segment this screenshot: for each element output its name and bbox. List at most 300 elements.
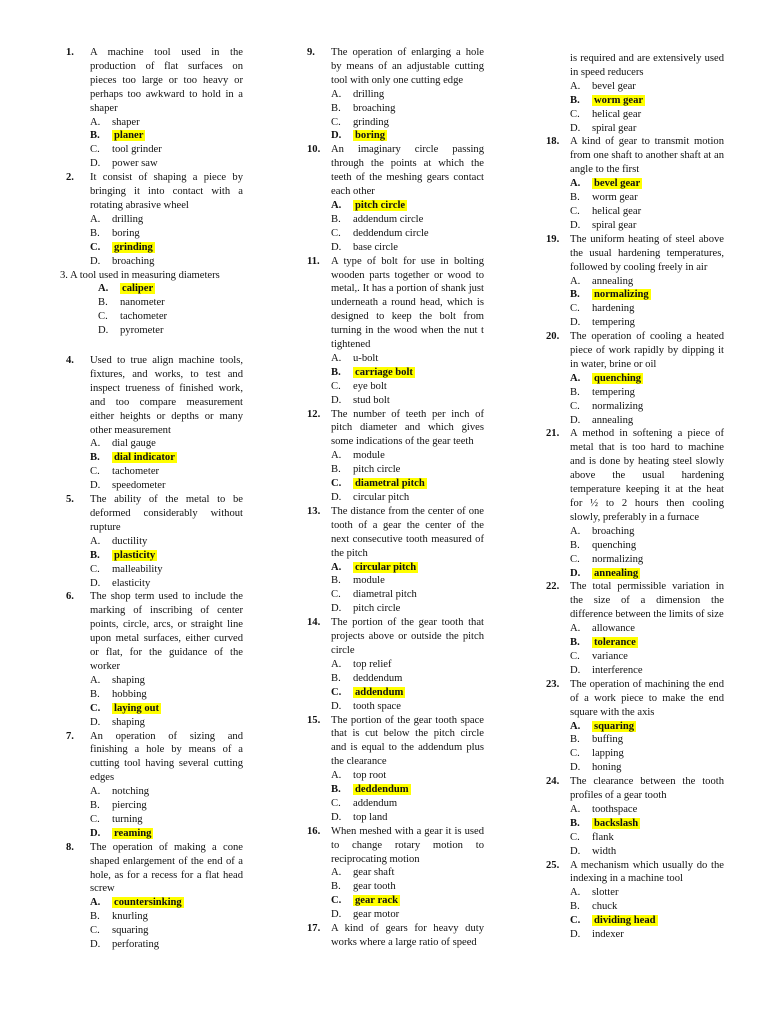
option-letter: D. <box>331 492 342 503</box>
option-letter: C. <box>331 797 341 809</box>
option-letter: B. <box>570 734 580 746</box>
option <box>90 799 243 813</box>
option-text: tempering <box>592 386 635 398</box>
answer-option <box>90 129 243 143</box>
option <box>331 769 484 783</box>
option-letter: D. <box>98 325 109 337</box>
question-item <box>60 171 243 268</box>
option-text: interference <box>592 664 643 676</box>
question-text: An imaginary circle passing through the points at which the teeth of the meshing gears contact each other <box>331 144 484 198</box>
highlighted-answer: normalizing <box>594 289 649 301</box>
option-letter: B. <box>90 800 100 812</box>
option-letter: D. <box>331 811 342 823</box>
option-text: spiral gear <box>592 219 637 231</box>
option-letter: B. <box>570 901 580 913</box>
option-text: gear shaft <box>353 867 395 879</box>
column-middle <box>301 46 484 950</box>
option <box>570 122 724 136</box>
question-text: A type of bolt for use in bolting wooden parts together or wood to metal,. It has a portion of shank just underneath a round head, which is designed to keep the bolt from turning in the wood when the nut t tightened <box>331 255 484 351</box>
option <box>331 700 484 714</box>
option-letter: C. <box>570 108 580 120</box>
question-number: 25. <box>546 859 560 871</box>
answer-option <box>331 129 484 143</box>
option <box>570 400 724 414</box>
highlighted-answer: caliper <box>122 283 154 295</box>
question-text: The operation of enlarging a hole by means of an adjustable cutting tool with only one cutting edge <box>331 47 484 86</box>
column-left <box>60 46 243 952</box>
option <box>331 102 484 116</box>
option-letter: C. <box>570 831 580 843</box>
question-number: 6. <box>66 591 74 603</box>
option-letter: D. <box>570 762 581 774</box>
option-letter: B. <box>331 575 341 587</box>
highlighted-answer: deddendum <box>355 784 409 796</box>
option <box>331 672 484 686</box>
option <box>570 539 724 553</box>
option <box>570 733 724 747</box>
option <box>570 302 724 316</box>
answer-option <box>570 817 724 831</box>
option-text: drilling <box>112 213 144 225</box>
option <box>90 813 243 827</box>
option-letter: A. <box>570 887 581 899</box>
option <box>90 910 243 924</box>
option-text: addendum circle <box>353 213 424 225</box>
highlighted-answer: quenching <box>594 372 642 384</box>
option-letter: C. <box>90 241 101 253</box>
option-letter: B. <box>570 94 580 106</box>
option-text: chuck <box>592 901 618 913</box>
option-text: hobbing <box>112 688 147 700</box>
question-text: 3. A tool used in measuring diameters <box>60 269 220 281</box>
option-text: flank <box>592 831 614 843</box>
option <box>570 803 724 817</box>
option-letter: D. <box>570 414 581 426</box>
option <box>570 900 724 914</box>
option <box>90 674 243 688</box>
question-number: 14. <box>307 617 321 629</box>
answer-option <box>570 567 724 581</box>
answer-option <box>570 94 724 108</box>
highlighted-answer: grinding <box>114 241 153 253</box>
question-item <box>540 678 724 775</box>
option-letter: C. <box>570 205 580 217</box>
option-text: top root <box>353 770 387 782</box>
option-letter: C. <box>331 589 341 601</box>
question-item <box>301 143 484 254</box>
highlighted-answer: gear rack <box>355 895 399 907</box>
option <box>60 296 243 310</box>
option <box>90 688 243 702</box>
option <box>570 191 724 205</box>
option <box>570 219 724 233</box>
question-item <box>540 52 724 135</box>
answer-option <box>90 549 243 563</box>
option-letter: A. <box>90 535 101 547</box>
question-text: The total permissible variation in the size of a dimension the difference between the limits of size <box>570 581 724 621</box>
highlighted-answer: planer <box>114 130 144 142</box>
question-number: 22. <box>546 581 560 593</box>
question-number: 20. <box>546 331 560 343</box>
option-letter: C. <box>90 144 100 156</box>
option <box>90 116 243 130</box>
question-item <box>540 135 724 232</box>
option-text: helical gear <box>592 205 642 217</box>
option <box>331 449 484 463</box>
option <box>90 227 243 241</box>
option-letter: B. <box>331 366 341 378</box>
option <box>331 574 484 588</box>
option <box>570 386 724 400</box>
option-text: buffing <box>592 734 623 746</box>
option <box>331 866 484 880</box>
option-text: module <box>353 575 385 587</box>
highlighted-answer: squaring <box>594 720 635 732</box>
option-text: pyrometer <box>120 325 164 337</box>
question-text: A machine tool used in the production of flat surfaces on pieces too large or too heavy or perhaps too awkward to hold in a shaper <box>90 47 243 114</box>
highlighted-answer: worm gear <box>594 94 644 106</box>
highlighted-answer: pitch circle <box>355 199 406 211</box>
option-letter: B. <box>570 637 580 649</box>
option-letter: C. <box>331 227 341 239</box>
option-text: normalizing <box>592 553 644 565</box>
question-item <box>540 427 724 580</box>
question-item <box>301 408 484 505</box>
option <box>90 716 243 730</box>
option-text: quenching <box>592 539 637 551</box>
answer-option <box>90 451 243 465</box>
option-letter: B. <box>570 289 580 301</box>
question-text: The clearance between the tooth profiles of a gear tooth <box>570 776 724 802</box>
question-item <box>301 46 484 143</box>
option-text: malleability <box>112 563 163 575</box>
option-letter: C. <box>90 925 100 937</box>
option-letter: A. <box>90 674 101 686</box>
option-text: boring <box>112 227 140 239</box>
option <box>331 394 484 408</box>
option-text: gear tooth <box>353 881 396 893</box>
option-text: u-bolt <box>353 352 379 364</box>
option-letter: A. <box>90 786 101 798</box>
option <box>331 213 484 227</box>
option <box>90 577 243 591</box>
option-letter: A. <box>331 450 342 462</box>
option-text: pitch circle <box>353 464 401 476</box>
answer-option <box>570 720 724 734</box>
option <box>90 938 243 952</box>
option-letter: D. <box>331 603 342 615</box>
option <box>570 831 724 845</box>
option-text: shaper <box>112 116 140 128</box>
highlighted-answer: laying out <box>114 702 160 714</box>
option <box>331 491 484 505</box>
option <box>331 588 484 602</box>
option <box>90 924 243 938</box>
question-text: The portion of the gear tooth space that is cut below the pitch circle and is equal to the addendum plus the clearance <box>331 714 484 768</box>
option <box>90 465 243 479</box>
option-letter: A. <box>570 178 581 190</box>
question-number: 15. <box>307 714 321 726</box>
option-text: circular pitch <box>353 492 410 503</box>
option-letter: D. <box>90 939 101 951</box>
option-letter: A. <box>570 720 581 732</box>
option <box>60 310 243 324</box>
question-number: 16. <box>307 825 321 837</box>
option-letter: B. <box>331 881 341 893</box>
option-letter: A. <box>570 525 581 537</box>
option-letter: C. <box>98 311 108 323</box>
option-text: gear motor <box>353 909 400 921</box>
option-letter: D. <box>570 845 581 857</box>
option-text: speedometer <box>112 480 166 492</box>
option-text: eye bolt <box>353 380 387 392</box>
option-text: deddendum <box>353 672 403 684</box>
option-text: shaping <box>112 716 145 728</box>
option-text: top land <box>353 811 388 823</box>
option-text: worm gear <box>592 192 638 204</box>
answer-option <box>331 561 484 575</box>
question-item <box>301 505 484 616</box>
option-letter: C. <box>90 466 100 478</box>
option-letter: C. <box>90 702 101 714</box>
answer-option <box>60 282 243 296</box>
option-letter: B. <box>90 452 100 464</box>
option-text: piercing <box>112 800 147 812</box>
option-letter: D. <box>90 480 101 492</box>
option-letter: D. <box>90 716 101 728</box>
option-letter: C. <box>570 400 580 412</box>
option-letter: D. <box>570 664 581 676</box>
option-letter: D. <box>90 827 101 839</box>
option <box>331 602 484 616</box>
option-letter: D. <box>90 577 101 589</box>
option-letter: D. <box>90 255 101 267</box>
option <box>331 797 484 811</box>
option-text: annealing <box>592 275 634 287</box>
option-letter: C. <box>570 303 580 315</box>
option <box>90 255 243 269</box>
answer-option <box>331 894 484 908</box>
option-letter: A. <box>331 867 342 879</box>
question-text: The number of teeth per inch of pitch diameter and which gives some indications of the gear teeth <box>331 408 484 448</box>
question-number: 12. <box>307 408 321 420</box>
option <box>331 88 484 102</box>
option <box>331 908 484 922</box>
option <box>570 553 724 567</box>
highlighted-answer: plasticity <box>114 549 156 561</box>
question-text: A method in softening a piece of metal that is too hard to machine and is done by heating steel slowly above the usual hardening temperature keeping it at the heat for ½ to 2 hours then cooling slowly, preferably in a furnace <box>570 428 724 523</box>
answer-option <box>570 914 724 928</box>
option-text: hardening <box>592 303 635 315</box>
option <box>60 324 243 338</box>
answer-option <box>570 636 724 650</box>
option-letter: A. <box>90 438 101 450</box>
question-number: 2. <box>66 172 74 184</box>
question-text: The operation of making a cone shaped enlargement of the end of a hole, as for a recess for a flat head screw <box>90 841 243 895</box>
option-letter: A. <box>331 352 342 364</box>
question-number: 17. <box>307 923 321 935</box>
answer-option <box>90 241 243 255</box>
highlighted-answer: dividing head <box>594 915 656 927</box>
option-text: spiral gear <box>592 122 637 134</box>
option-letter: C. <box>570 915 581 927</box>
option-text: tool grinder <box>112 144 162 156</box>
option-letter: A. <box>90 897 101 909</box>
highlighted-answer: diametral pitch <box>355 478 425 490</box>
highlighted-answer: carriage bolt <box>355 366 413 378</box>
option-text: drilling <box>353 88 385 100</box>
option-letter: A. <box>331 199 342 211</box>
option <box>90 785 243 799</box>
answer-option <box>331 199 484 213</box>
option-text: bevel gear <box>592 80 636 92</box>
question-text: The shop term used to include the marking of inscribing of center points, circle, arcs, or straight line upon metal surfaces, either curved or flat, for the guidance of the worker <box>90 591 243 672</box>
option-letter: B. <box>331 784 341 796</box>
question-text: The operation of machining the end of a work piece to make the end square with the axis <box>570 678 724 718</box>
option <box>570 886 724 900</box>
option-letter: C. <box>570 748 580 760</box>
answer-option <box>331 366 484 380</box>
question-item <box>540 775 724 858</box>
option-letter: A. <box>331 770 342 782</box>
option <box>570 845 724 859</box>
column-right <box>540 52 724 942</box>
question-number: 7. <box>66 730 74 742</box>
option-text: allowance <box>592 623 635 635</box>
option-text: normalizing <box>592 400 644 412</box>
option-letter: B. <box>570 192 580 204</box>
option-text: turning <box>112 813 143 825</box>
question-text: A kind of gears for heavy duty works where a large ratio of speed <box>331 923 484 948</box>
option-letter: D. <box>331 241 342 253</box>
answer-option <box>331 477 484 491</box>
option <box>90 157 243 171</box>
highlighted-answer: backslash <box>594 817 639 829</box>
option-text: broaching <box>592 525 635 537</box>
option-letter: A. <box>331 658 342 670</box>
option-letter: A. <box>90 116 101 128</box>
option-text: shaping <box>112 674 145 686</box>
option-text: base circle <box>353 241 398 253</box>
question-item <box>60 269 243 339</box>
option-letter: A. <box>331 561 342 573</box>
option-text: module <box>353 450 385 462</box>
question-item <box>540 233 724 330</box>
option <box>90 479 243 493</box>
option-text: lapping <box>592 748 624 760</box>
option <box>331 227 484 241</box>
option-letter: D. <box>331 130 342 142</box>
option-text: dial gauge <box>112 438 156 450</box>
option-letter: A. <box>98 283 109 295</box>
option-letter: C. <box>331 478 342 490</box>
option-text: nanometer <box>120 297 165 309</box>
question-number: 23. <box>546 678 560 690</box>
answer-option <box>570 372 724 386</box>
question-text: It consist of shaping a piece by bringing it into contact with a rotating abrasive wheel <box>90 172 243 211</box>
highlighted-answer: addendum <box>355 686 404 698</box>
option-text: honing <box>592 762 622 774</box>
question-number: 9. <box>307 47 315 58</box>
option-text: diametral pitch <box>353 589 417 601</box>
option-text: helical gear <box>592 108 642 120</box>
question-item <box>60 841 243 952</box>
answer-option <box>570 177 724 191</box>
option-letter: C. <box>90 563 100 575</box>
option-text: broaching <box>112 255 155 267</box>
option-letter: B. <box>331 102 341 114</box>
option-text: variance <box>592 650 628 662</box>
option-letter: B. <box>570 539 580 551</box>
option-letter: B. <box>570 817 580 829</box>
highlighted-answer: bevel gear <box>594 178 641 190</box>
option-letter: D. <box>331 394 342 406</box>
answer-option <box>90 896 243 910</box>
option-text: ductility <box>112 535 148 547</box>
question-text: The ability of the metal to be deformed considerably without rupture <box>90 494 243 533</box>
option <box>331 811 484 825</box>
question-text: A mechanism which usually do the indexing in a machine tool <box>570 859 724 885</box>
option <box>570 525 724 539</box>
option-letter: C. <box>331 895 342 907</box>
option-text: tachometer <box>120 311 168 323</box>
highlighted-answer: dial indicator <box>114 452 175 464</box>
question-item <box>60 730 243 841</box>
option-letter: D. <box>570 929 581 941</box>
question-item <box>301 255 484 408</box>
question-item <box>60 590 243 729</box>
option <box>570 108 724 122</box>
option-letter: B. <box>331 464 341 476</box>
option-letter: B. <box>90 549 100 561</box>
option <box>90 535 243 549</box>
question-number: 18. <box>546 136 560 148</box>
question-item <box>301 714 484 825</box>
answer-option <box>331 783 484 797</box>
option <box>570 275 724 289</box>
option <box>570 80 724 94</box>
question-item <box>540 859 724 942</box>
highlighted-answer: annealing <box>594 567 639 579</box>
option <box>331 380 484 394</box>
option-letter: C. <box>570 650 580 662</box>
answer-option <box>90 702 243 716</box>
option <box>570 205 724 219</box>
option-letter: C. <box>90 813 100 825</box>
option-letter: B. <box>570 386 580 398</box>
question-item <box>540 580 724 677</box>
option-letter: B. <box>98 297 108 309</box>
option-letter: B. <box>331 213 341 225</box>
highlighted-answer: circular pitch <box>355 561 417 573</box>
option-letter: A. <box>570 372 581 384</box>
question-text: When meshed with a gear it is used to change rotary motion to reciprocating motion <box>331 825 484 865</box>
option-letter: B. <box>90 227 100 239</box>
option-text: tempering <box>592 317 635 329</box>
option-text: broaching <box>353 102 396 114</box>
option <box>331 880 484 894</box>
question-text: The portion of the gear tooth that projects above or outside the pitch circle <box>331 617 484 656</box>
option-text: squaring <box>112 925 149 937</box>
option-letter: A. <box>570 803 581 815</box>
question-text: Used to true align machine tools, fixtures, and works, to test and inspect trueness of finished work, and too compare measurement either heights or depths or many other measurement <box>90 355 243 436</box>
option <box>331 658 484 672</box>
option <box>331 241 484 255</box>
option-letter: D. <box>570 219 581 231</box>
option-text: notching <box>112 786 150 798</box>
option-text: deddendum circle <box>353 227 429 239</box>
option-letter: B. <box>90 688 100 700</box>
